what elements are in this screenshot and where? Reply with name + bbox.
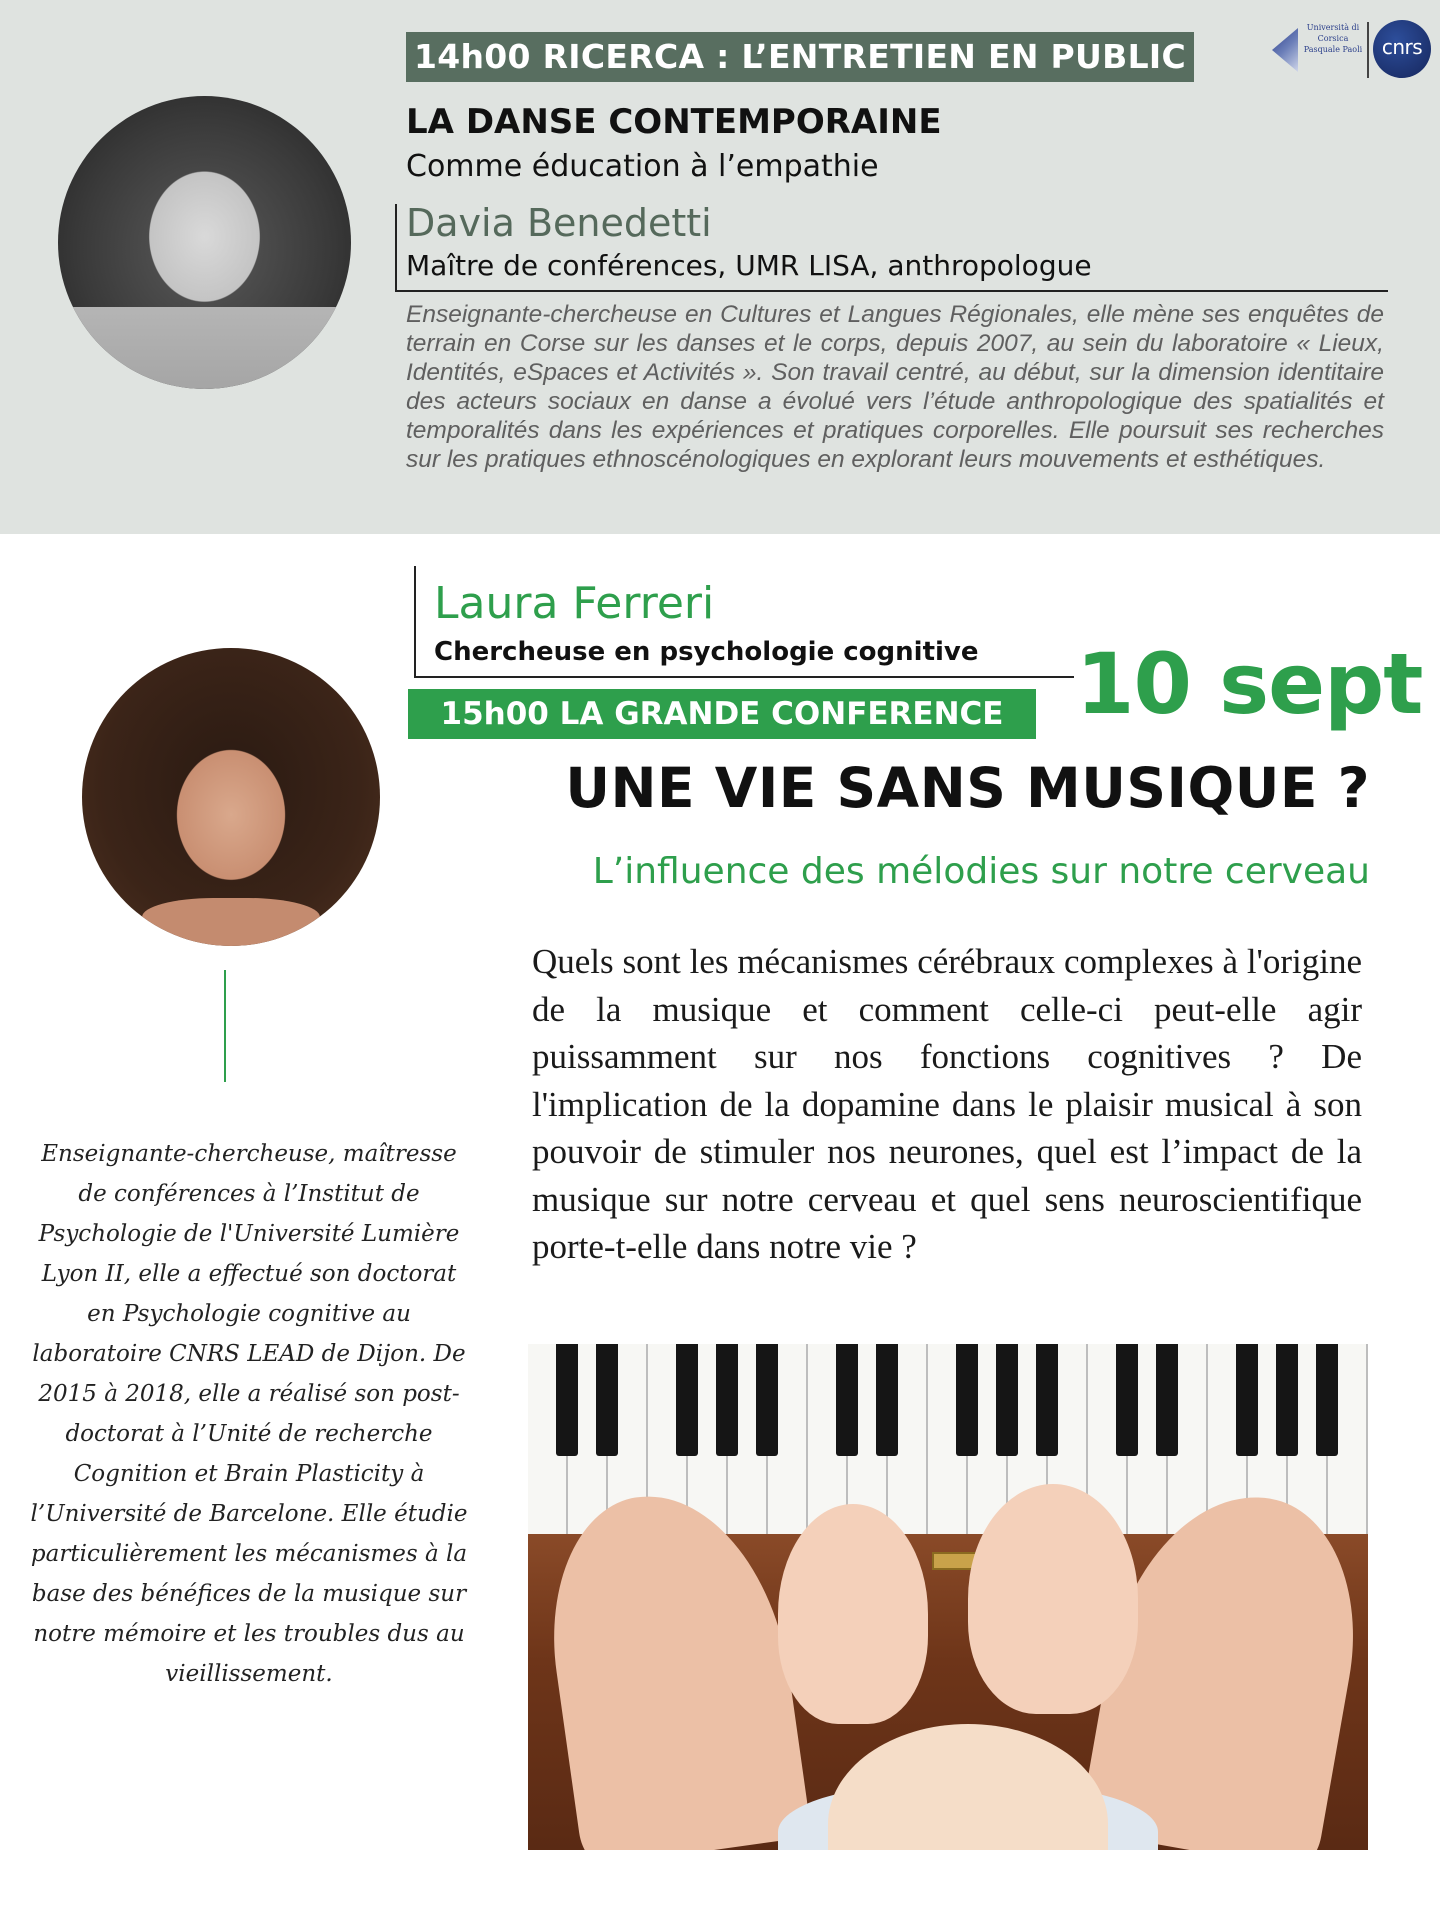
cnrs-logo: cnrs [1373, 20, 1431, 78]
speaker-photo-laura [82, 648, 380, 946]
logo-divider [1367, 22, 1369, 78]
piano-black-key [1116, 1344, 1138, 1456]
piano-black-key [1156, 1344, 1178, 1456]
session1-subtitle: Comme éducation à l’empathie [406, 149, 879, 184]
piano-black-key [1236, 1344, 1258, 1456]
corsica-emblem-icon [1272, 28, 1298, 72]
speaker1-role: Maître de conférences, UMR LISA, anthropologue [406, 249, 1092, 282]
green-divider-line [224, 970, 226, 1082]
session1-section [0, 0, 1440, 534]
event-date: 10 sept [1076, 635, 1423, 733]
piano-black-key [1036, 1344, 1058, 1456]
speaker2-bracket-line [414, 566, 416, 678]
speaker1-underline [395, 290, 1388, 292]
piano-black-key [716, 1344, 738, 1456]
universita-corsica-logo [1272, 20, 1362, 80]
speaker2-bio: Enseignante-chercheuse, maîtresse de conférences à l’Institut de Psychologie de l'Université Lumière Lyon II, elle a effectué son doctorat en Psychologie cognitive au laboratoire CNRS LEAD de Dijon. De 2015 à 2018, elle a réalisé son post-doctorat à l’Unité de recherche Cognition et Brain Plasticity à l’Université de Barcelone. Elle étudie particulièrement les mécanismes à la base des bénéfices de la musique sur notre mémoire et les troubles dus au vieillissement. [30, 1141, 468, 1687]
session2-time-banner: 15h00 LA GRANDE CONFERENCE [408, 689, 1036, 739]
piano-black-key [1316, 1344, 1338, 1456]
session1-title: LA DANSE CONTEMPORAINE [406, 102, 942, 142]
piano-black-key [556, 1344, 578, 1456]
baby-hand-right [968, 1484, 1138, 1714]
speaker2-underline [414, 676, 1074, 678]
piano-black-key [996, 1344, 1018, 1456]
session2-subtitle: L’influence des mélodies sur notre cerveau [592, 851, 1370, 892]
piano-black-key [756, 1344, 778, 1456]
session2-description: Quels sont les mécanismes cérébraux complexes à l'origine de la musique et comment celle-ci peut-elle agir puissamment sur nos fonctions cognitives ? De l'implication de la dopamine dans le plaisir musical à son pouvoir de stimuler nos neurones, quel est l’impact de la musique sur notre cerveau et quel sens neuroscientifique porte-t-elle dans notre vie ? [532, 942, 1362, 1266]
piano-black-key [836, 1344, 858, 1456]
speaker-photo-davia [58, 96, 351, 389]
piano-black-keys [528, 1344, 1368, 1456]
session2-title: UNE VIE SANS MUSIQUE ? [565, 756, 1370, 820]
piano-photo [528, 1344, 1368, 1850]
piano-black-key [596, 1344, 618, 1456]
speaker2-name: Laura Ferreri [434, 578, 715, 629]
piano-black-key [956, 1344, 978, 1456]
partner-logos [1266, 16, 1426, 86]
speaker1-bracket-line [395, 204, 397, 292]
session1-time-banner: 14h00 RICERCA : L’ENTRETIEN EN PUBLIC [406, 32, 1194, 82]
corsica-logo-text: Università di Corsica Pasquale Paoli [1303, 23, 1363, 54]
speaker1-name: Davia Benedetti [406, 201, 712, 245]
speaker2-role: Chercheuse en psychologie cognitive [434, 637, 979, 667]
piano-black-key [676, 1344, 698, 1456]
piano-black-key [1276, 1344, 1298, 1456]
speaker1-bio: Enseignante-chercheuse en Cultures et Langues Régionales, elle mène ses enquêtes de terrain en Corse sur les danses et le corps, depuis 2007, au sein du laboratoire « Lieux, Identités, eSpaces et Activités ». Son travail centré, au début, sur la dimension identitaire des acteurs sociaux en danse a évolué vers l’étude anthropologique des spatialités et temporalités dans les expériences et pratiques corporelles. Elle poursuit ses recherches sur les pratiques ethnoscénologiques en explorant leurs mouvements et esthétiques. [406, 301, 1384, 473]
baby-hand-left [778, 1504, 928, 1724]
piano-black-key [876, 1344, 898, 1456]
